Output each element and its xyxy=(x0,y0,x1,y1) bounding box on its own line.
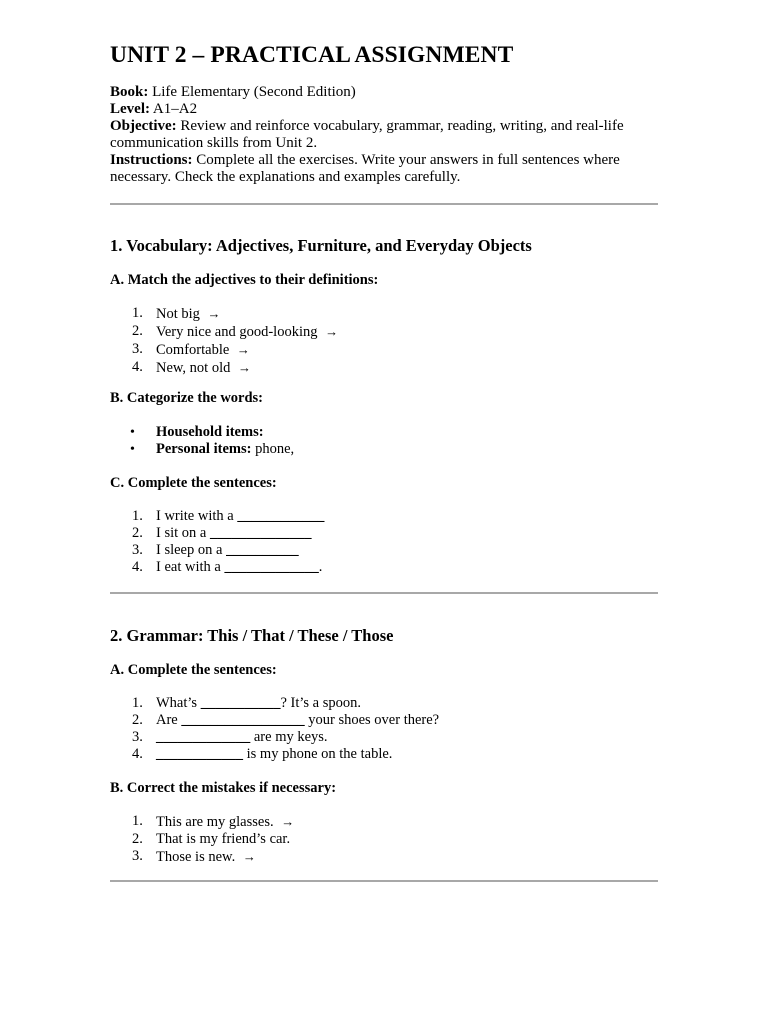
page-title: UNIT 2 – PRACTICAL ASSIGNMENT xyxy=(110,42,514,68)
list-item xyxy=(110,813,294,831)
list-item xyxy=(110,525,324,542)
arrow-icon: → xyxy=(242,849,256,864)
item-number: 3. xyxy=(132,729,143,745)
item-text: Those is new. xyxy=(156,849,239,865)
divider xyxy=(110,203,658,205)
list-item xyxy=(110,359,338,377)
item-after: ? It’s a spoon. xyxy=(280,695,361,711)
item-number: 3. xyxy=(132,341,143,357)
item-text: New, not old xyxy=(156,360,234,376)
item-number: 1. xyxy=(132,305,143,321)
arrow-icon: → xyxy=(325,324,339,339)
objective-label: Objective: xyxy=(110,118,177,134)
list-item xyxy=(110,831,294,848)
list-item xyxy=(110,559,324,576)
instructions-label: Instructions: xyxy=(110,152,193,168)
arrow-icon: → xyxy=(236,342,250,357)
answer-blank[interactable]: ____________ xyxy=(237,508,325,524)
list-item xyxy=(110,542,324,559)
level-value: A1–A2 xyxy=(149,101,198,117)
arrow-icon: → xyxy=(281,814,295,829)
section-1a-heading: A. Match the adjectives to their definitions: xyxy=(110,272,379,288)
section-2a-heading: A. Complete the sentences: xyxy=(110,662,277,678)
instructions-line xyxy=(110,152,658,186)
item-after: are my keys. xyxy=(250,729,328,745)
item-number: 2. xyxy=(132,323,143,339)
section-1-heading: 1. Vocabulary: Adjectives, Furniture, and Everyday Objects xyxy=(110,236,532,255)
level-line xyxy=(110,101,658,118)
item-text: I sit on a xyxy=(156,525,210,541)
list-item xyxy=(110,712,439,729)
answer-blank[interactable]: __________ xyxy=(226,542,299,558)
item-text: I sleep on a xyxy=(156,542,227,558)
list-item xyxy=(110,323,338,341)
answer-blank[interactable]: ______________ xyxy=(209,525,312,541)
arrow-icon: → xyxy=(207,306,221,321)
item-text: I eat with a xyxy=(156,559,225,575)
item-number: 1. xyxy=(132,813,143,829)
answer-blank[interactable]: _____________ xyxy=(156,729,251,745)
category-value: phone, xyxy=(251,441,295,457)
section-2b-heading: B. Correct the mistakes if necessary: xyxy=(110,780,337,796)
section-1b-heading: B. Categorize the words: xyxy=(110,390,264,406)
section-1c-heading: C. Complete the sentences: xyxy=(110,475,277,491)
category-label: Household items: xyxy=(156,424,264,440)
item-number: 2. xyxy=(132,525,143,541)
instructions-value: Complete all the exercises. Write your answers in full sentences where necessary. Check the explanations and examples carefully. xyxy=(110,152,620,185)
item-number: 2. xyxy=(132,831,143,847)
item-text: That is my friend’s car. xyxy=(156,831,291,847)
objective-value: Review and reinforce vocabulary, grammar, reading, writing, and real-life communication skills from Unit 2. xyxy=(110,118,624,151)
section-1a-list xyxy=(110,305,338,377)
list-item xyxy=(110,441,294,458)
section-2a-list xyxy=(110,695,439,763)
item-number: 1. xyxy=(132,508,143,524)
section-1b-list xyxy=(110,424,294,458)
book-label: Book: xyxy=(110,84,149,100)
assignment-info xyxy=(110,84,658,186)
list-item xyxy=(110,424,294,441)
divider xyxy=(110,592,658,594)
item-number: 1. xyxy=(132,695,143,711)
item-number: 4. xyxy=(132,359,143,375)
item-text: Not big xyxy=(156,306,204,322)
item-text: This are my glasses. xyxy=(156,814,278,830)
item-before: What’s xyxy=(156,695,201,711)
list-item xyxy=(110,305,338,323)
divider xyxy=(110,880,658,882)
book-value: Life Elementary (Second Edition) xyxy=(148,84,356,100)
section-1c-list xyxy=(110,508,324,576)
book-line xyxy=(110,84,658,101)
list-item xyxy=(110,848,294,866)
list-item xyxy=(110,695,439,712)
item-number: 2. xyxy=(132,712,143,728)
category-label: Personal items: xyxy=(156,441,252,457)
item-number: 3. xyxy=(132,542,143,558)
section-2-heading: 2. Grammar: This / That / These / Those xyxy=(110,626,394,645)
item-text: Very nice and good-looking xyxy=(156,324,322,340)
item-text: Comfortable xyxy=(156,342,233,358)
answer-blank[interactable]: ____________ xyxy=(156,746,243,762)
item-after: your shoes over there? xyxy=(304,712,440,728)
item-number: 4. xyxy=(132,559,143,575)
section-2b-list xyxy=(110,813,294,866)
answer-blank[interactable]: ___________ xyxy=(200,695,281,711)
objective-line xyxy=(110,118,658,152)
list-item xyxy=(110,746,439,763)
item-number: 3. xyxy=(132,848,143,864)
list-item xyxy=(110,341,338,359)
bullet-icon: • xyxy=(130,425,135,440)
list-item xyxy=(110,508,324,525)
answer-blank[interactable]: _________________ xyxy=(181,712,305,728)
answer-blank[interactable]: _____________ xyxy=(224,559,319,575)
arrow-icon: → xyxy=(238,360,251,375)
level-label: Level: xyxy=(110,101,150,117)
list-item xyxy=(110,729,439,746)
item-before: Are xyxy=(156,712,182,728)
item-text: I write with a xyxy=(156,508,238,524)
item-number: 4. xyxy=(132,746,143,762)
item-after: . xyxy=(318,559,323,575)
item-after: is my phone on the table. xyxy=(243,746,393,762)
bullet-icon: • xyxy=(130,442,135,457)
